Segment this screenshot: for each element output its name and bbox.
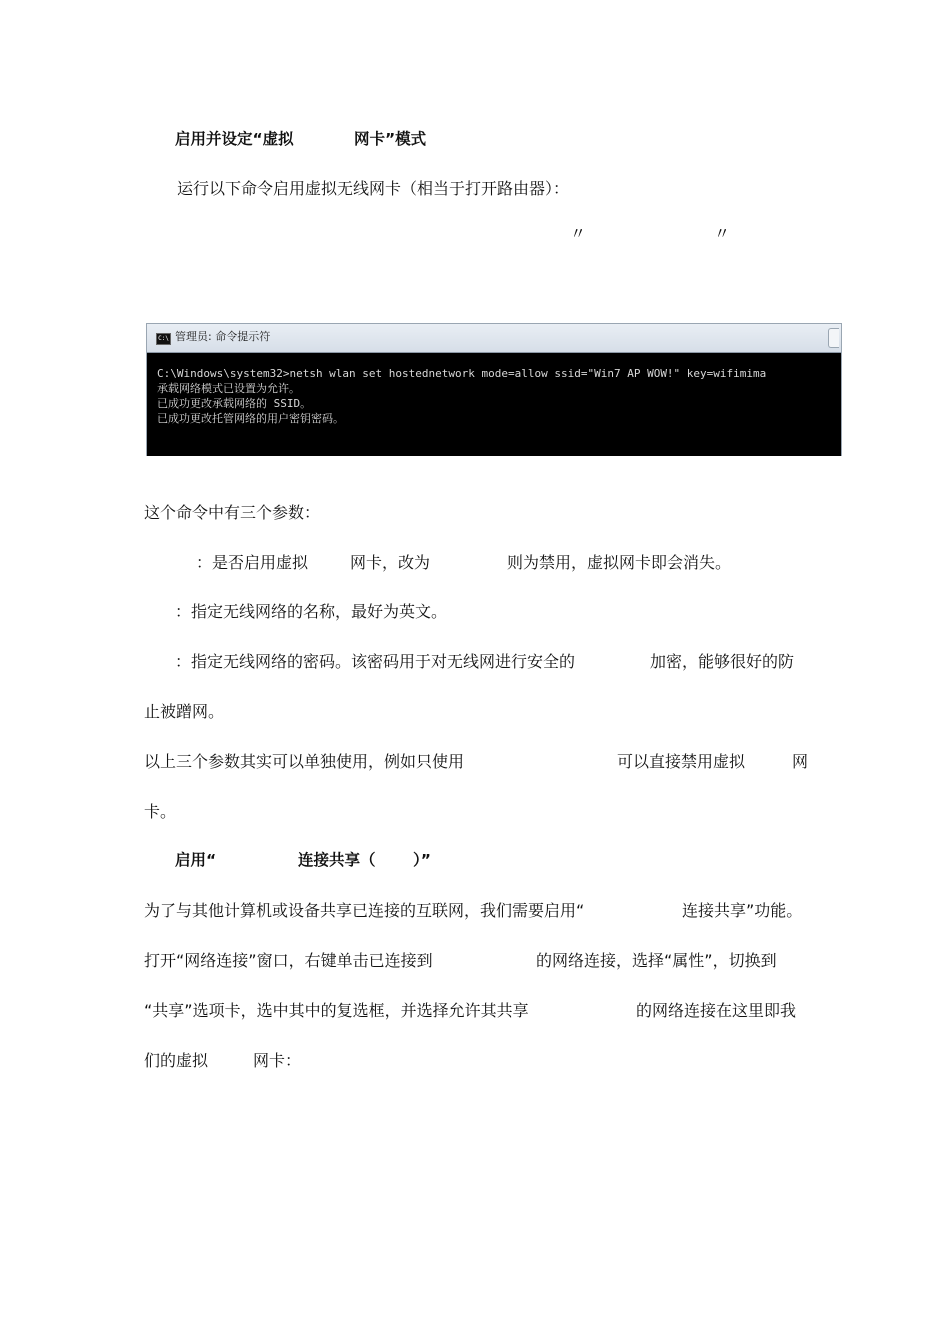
- sharing-text-5: “共享”选项卡，选中其中的复选框，并选择允许其共享: [144, 1001, 529, 1020]
- param-mode-text-2: 网卡，改为: [350, 553, 431, 572]
- usage-text-3: 网: [792, 752, 809, 771]
- param-ssid-text: ：指定无线网络的名称，最好为英文。: [175, 602, 448, 621]
- section-heading-virtual-nic-part1: 启用并设定“虚拟: [175, 130, 294, 148]
- sharing-text-2: 连接共享”功能。: [682, 901, 803, 920]
- sharing-text-3: 打开“网络连接”窗口，右键单击已连接到: [144, 951, 433, 970]
- sharing-text-6: 的网络连接在这里即我: [636, 1001, 797, 1020]
- window-title: 管理员: 命令提示符: [175, 330, 271, 343]
- usage-text-2: 可以直接禁用虚拟: [617, 752, 746, 771]
- param-key-text-2: 加密，能够很好的防: [650, 652, 795, 671]
- console-line: 已成功更改托管网络的用户密钥密码。: [157, 412, 344, 425]
- cmd-icon: C:\: [156, 333, 171, 345]
- quote-mark-left: 〃: [570, 224, 587, 243]
- sharing-text-7: 们的虚拟: [144, 1051, 209, 1070]
- sharing-text-1: 为了与其他计算机或设备共享已连接的互联网，我们需要启用“: [144, 901, 585, 920]
- sharing-text-4: 的网络连接，选择“属性”，切换到: [536, 951, 777, 970]
- window-titlebar: [147, 324, 841, 353]
- params-intro: 这个命令中有三个参数：: [144, 503, 321, 522]
- param-key-text-3: 止被蹭网。: [144, 702, 225, 721]
- console-output: [157, 366, 841, 426]
- param-mode-text-3: 则为禁用，虚拟网卡即会消失。: [507, 553, 732, 572]
- usage-text-4: 卡。: [144, 802, 177, 821]
- quote-mark-right: 〃: [714, 224, 731, 243]
- console-line: 已成功更改承载网络的 SSID。: [157, 397, 312, 410]
- section-heading-virtual-nic-part2: 网卡”模式: [354, 130, 427, 148]
- intro-text: 运行以下命令启用虚拟无线网卡（相当于打开路由器）：: [177, 179, 570, 198]
- command-prompt-window: [146, 323, 842, 456]
- section-heading-ics-part2: 连接共享（: [298, 851, 376, 869]
- usage-text-1: 以上三个参数其实可以单独使用，例如只使用: [144, 752, 465, 771]
- param-mode-text-1: ：是否启用虚拟: [196, 553, 309, 572]
- sharing-text-8: 网卡：: [253, 1051, 302, 1070]
- window-control-button[interactable]: [828, 328, 839, 348]
- param-key-text-1: ：指定无线网络的密码。该密码用于对无线网进行安全的: [175, 652, 576, 671]
- section-heading-ics-part1: 启用“: [175, 851, 217, 869]
- section-heading-ics-part3: ）”: [413, 851, 431, 869]
- console-line-command: C:\Windows\system32>netsh wlan set hostednetwork mode=allow ssid="Win7 AP WOW!" key=wifimima: [157, 367, 767, 380]
- console-line: 承载网络模式已设置为允许。: [157, 382, 300, 395]
